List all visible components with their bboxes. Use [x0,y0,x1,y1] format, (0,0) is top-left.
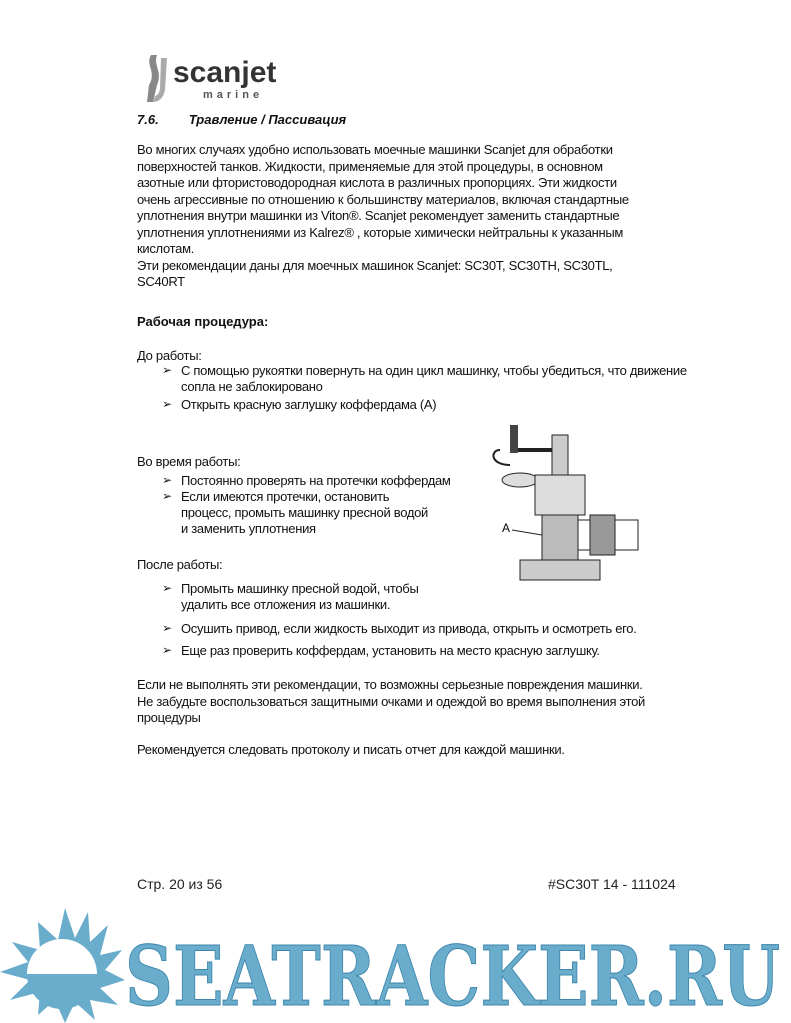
bullet-arrow-icon: ➢ [162,621,173,635]
warning-line: Не забудьте воспользоваться защитными очками и одеждой во время выполнения этой [137,693,645,709]
recommendation-text: Рекомендуется следовать протоколу и писать отчет для каждой машинки. [137,742,565,757]
scanjet-logo [143,50,313,105]
svg-text:marine: marine [203,89,264,101]
warning-line: Если не выполнять эти рекомендации, то возможны серьезные повреждения машинки. [137,677,643,692]
bullet-arrow-icon: ➢ [162,489,173,503]
watermark-text: SEATRACKER.RU [125,929,780,1023]
list-item-line: Открыть красную заглушку коффердама (A) [181,397,437,412]
bullet-arrow-icon: ➢ [162,581,173,595]
footer-page-number: Стр. 20 из 56 [137,876,223,892]
section-heading [137,112,346,127]
list-item-line: сопла не заблокировано [181,379,323,394]
warning-line: процедуры [137,710,201,725]
list-item-line: удалить все отложения из машинки. [181,597,391,612]
intro-line: Эти рекомендации даны для моечных машинок Scanjet: SC30T, SC30TH, SC30TL, [137,257,613,273]
procedure-heading: Рабочая процедура: [137,314,269,329]
after-label: После работы: [137,557,223,572]
list-item-line: С помощью рукоятки повернуть на один цикл машинку, чтобы убедиться, что движение [181,363,687,378]
list-item-line: Промыть машинку пресной водой, чтобы [181,581,419,596]
during-label: Во время работы: [137,454,241,469]
bullet-arrow-icon: ➢ [162,397,173,411]
intro-line: SC40RT [137,274,185,289]
list-item-line: Если имеются протечки, остановить [181,489,390,504]
intro-line: кислотам. [137,241,195,256]
intro-line: уплотнения уплотнениями из Kalrez® , которые химически нейтральны к указанным [137,224,624,240]
before-label: До работы: [137,348,202,363]
intro-line: очень агрессивные по отношению к большинству материалов, включая стандартные [137,191,629,207]
list-item-line: и заменить уплотнения [181,521,316,536]
intro-line: поверхностей танков. Жидкости, применяемые для этой процедуры, в основном [137,158,603,174]
intro-line: азотные или фтористоводородная кислота в различных пропорциях. Эти жидкости [137,175,617,190]
footer-doc-id: #SC30T 14 - 111024 [548,876,676,892]
figure-label: A [502,521,511,535]
washing-machine-figure [480,420,640,590]
list-item-line: процесс, промыть машинку пресной водой [181,505,429,520]
svg-text:scanjet: scanjet [173,56,277,89]
list-item-line: Постоянно проверять на протечки коффердам [181,473,451,488]
intro-line: Во многих случаях удобно использовать моечные машинки Scanjet для обработки [137,142,613,157]
list-item-line: Еще раз проверить коффердам, установить на место красную заглушку. [181,643,600,658]
seatracker-watermark [0,900,791,1023]
bullet-arrow-icon: ➢ [162,643,173,657]
intro-line: уплотнения внутри машинки из Viton®. Scanjet рекомендует заменить стандартные [137,208,620,223]
list-item-line: Осушить привод, если жидкость выходит из привода, открыть и осмотреть его. [181,621,637,636]
section-number: 7.6. [137,112,159,127]
bullet-arrow-icon: ➢ [162,363,173,377]
bullet-arrow-icon: ➢ [162,473,173,487]
section-title: Травление / Пассивация [188,112,347,127]
